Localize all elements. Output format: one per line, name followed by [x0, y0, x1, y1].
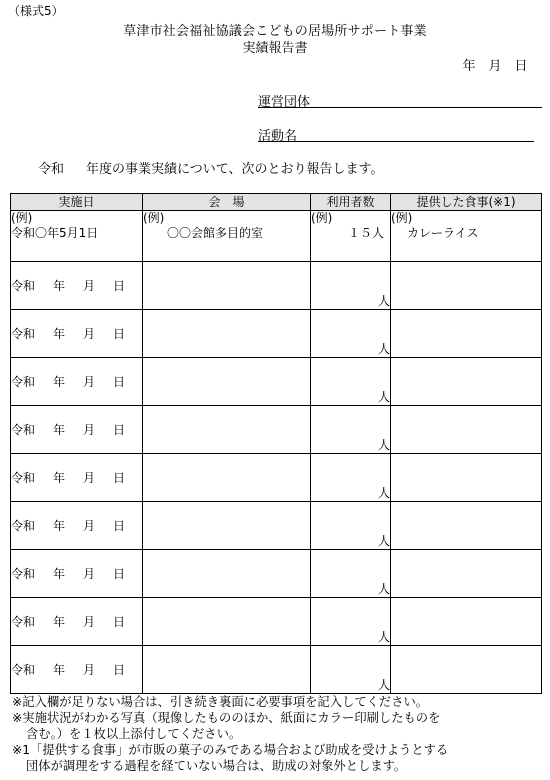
- row-era: 令和: [11, 279, 36, 293]
- header-meal: 提供した食事(※1): [391, 194, 542, 211]
- row-year: 年: [53, 327, 66, 341]
- row-date-cell[interactable]: [11, 406, 143, 454]
- row-era: 令和: [11, 375, 36, 389]
- row-venue-cell[interactable]: [143, 502, 311, 550]
- table-row: [11, 646, 542, 694]
- intro-text: 年度の事業実績について、次のとおり報告します。: [86, 162, 384, 177]
- note-3: ※1「提供する食事」が市販の菓子のみである場合および助成を受けようとする: [12, 743, 449, 757]
- row-meal-cell[interactable]: [391, 502, 542, 550]
- row-users-cell[interactable]: [311, 598, 391, 646]
- row-users-unit: 人: [377, 534, 390, 548]
- header-date: 実施日: [11, 194, 143, 211]
- row-users-unit: 人: [377, 294, 390, 308]
- row-meal-cell[interactable]: [391, 550, 542, 598]
- row-day: 日: [113, 279, 126, 293]
- table-row: [11, 454, 542, 502]
- row-month: 月: [83, 567, 96, 581]
- row-users-cell[interactable]: [311, 358, 391, 406]
- note-2: ※実施状況がわかる写真（現像したもののほか、紙面にカラー印刷したものを: [12, 711, 441, 725]
- row-users-cell[interactable]: [311, 310, 391, 358]
- row-date-cell[interactable]: [11, 454, 143, 502]
- example-meal-cell: [391, 211, 542, 262]
- example-meal: カレーライス: [407, 226, 479, 240]
- table-row: [11, 310, 542, 358]
- row-date-cell[interactable]: [11, 358, 143, 406]
- example-venue-cell: [143, 211, 311, 262]
- example-tag: (例): [11, 211, 33, 225]
- row-date-cell[interactable]: [11, 502, 143, 550]
- row-day: 日: [113, 327, 126, 341]
- row-month: 月: [83, 471, 96, 485]
- row-date-cell[interactable]: [11, 550, 143, 598]
- row-meal-cell[interactable]: [391, 310, 542, 358]
- row-year: 年: [53, 471, 66, 485]
- row-day: 日: [113, 375, 126, 389]
- row-era: 令和: [11, 519, 36, 533]
- row-month: 月: [83, 519, 96, 533]
- row-month: 月: [83, 279, 96, 293]
- row-users-unit: 人: [377, 678, 390, 692]
- row-users-cell[interactable]: [311, 406, 391, 454]
- row-era: 令和: [11, 471, 36, 485]
- row-meal-cell[interactable]: [391, 358, 542, 406]
- example-row: [11, 211, 542, 262]
- row-meal-cell[interactable]: [391, 646, 542, 694]
- report-date: [456, 55, 534, 74]
- row-year: 年: [53, 279, 66, 293]
- row-users-cell[interactable]: [311, 454, 391, 502]
- row-year: 年: [53, 567, 66, 581]
- row-era: 令和: [11, 327, 36, 341]
- row-date-cell[interactable]: [11, 262, 143, 310]
- row-meal-cell[interactable]: [391, 454, 542, 502]
- row-meal-cell[interactable]: [391, 406, 542, 454]
- activity-name-field[interactable]: [258, 125, 534, 142]
- row-year: 年: [53, 423, 66, 437]
- example-users-cell: [311, 211, 391, 262]
- row-venue-cell[interactable]: [143, 310, 311, 358]
- report-table: [10, 193, 542, 694]
- row-year: 年: [53, 615, 66, 629]
- row-day: 日: [113, 423, 126, 437]
- row-users-unit: 人: [377, 390, 390, 404]
- row-day: 日: [113, 615, 126, 629]
- table-row: [11, 358, 542, 406]
- table-row: [11, 262, 542, 310]
- row-era: 令和: [11, 615, 36, 629]
- intro-statement: [38, 158, 383, 177]
- organization-label: 運営団体: [258, 95, 311, 110]
- intro-era: 令和: [38, 162, 65, 177]
- row-users-unit: 人: [377, 342, 390, 356]
- row-users-unit: 人: [377, 486, 390, 500]
- row-venue-cell[interactable]: [143, 358, 311, 406]
- row-users-cell[interactable]: [311, 262, 391, 310]
- row-era: 令和: [11, 663, 36, 677]
- row-users-unit: 人: [377, 630, 390, 644]
- row-day: 日: [113, 567, 126, 581]
- row-date-cell[interactable]: [11, 310, 143, 358]
- example-users: １５人: [347, 226, 384, 240]
- row-date-cell[interactable]: [11, 646, 143, 694]
- row-meal-cell[interactable]: [391, 598, 542, 646]
- row-users-cell[interactable]: [311, 502, 391, 550]
- notes-section: [12, 694, 544, 774]
- row-month: 月: [83, 423, 96, 437]
- row-venue-cell[interactable]: [143, 406, 311, 454]
- row-year: 年: [53, 663, 66, 677]
- example-date-cell: [11, 211, 143, 262]
- row-year: 年: [53, 375, 66, 389]
- document-subtitle: 実績報告書: [242, 41, 308, 56]
- note-2-continued: 含む。）を１枚以上添付してください。: [26, 727, 242, 741]
- note-1: ※記入欄が足りない場合は、引き続き裏面に必要事項を記入してください。: [12, 695, 429, 709]
- row-venue-cell[interactable]: [143, 598, 311, 646]
- row-venue-cell[interactable]: [143, 550, 311, 598]
- date-month-label: 月: [488, 59, 502, 74]
- table-row: [11, 406, 542, 454]
- row-month: 月: [83, 375, 96, 389]
- row-date-cell[interactable]: [11, 598, 143, 646]
- date-year-label: 年: [462, 59, 476, 74]
- header-users: 利用者数: [311, 194, 391, 211]
- table-row: [11, 598, 542, 646]
- row-users-unit: 人: [377, 438, 390, 452]
- example-tag: (例): [391, 211, 413, 225]
- form-number-label: （様式5）: [8, 4, 64, 18]
- row-month: 月: [83, 663, 96, 677]
- example-venue: 〇〇会館多目的室: [167, 226, 264, 240]
- row-month: 月: [83, 615, 96, 629]
- row-venue-cell[interactable]: [143, 262, 311, 310]
- row-users-cell[interactable]: [311, 646, 391, 694]
- row-venue-cell[interactable]: [143, 454, 311, 502]
- row-era: 令和: [11, 567, 36, 581]
- table-row: [11, 502, 542, 550]
- row-users-unit: 人: [377, 582, 390, 596]
- organization-field[interactable]: [258, 91, 542, 108]
- row-venue-cell[interactable]: [143, 646, 311, 694]
- note-3-continued: 団体が調理をする過程を経ていない場合は、助成の対象外とします。: [26, 759, 407, 773]
- document-title: 草津市社会福祉協議会こどもの居場所サポート事業: [123, 24, 427, 39]
- row-day: 日: [113, 471, 126, 485]
- activity-name-label: 活動名: [258, 129, 298, 144]
- row-meal-cell[interactable]: [391, 262, 542, 310]
- example-date: 令和〇年5月1日: [11, 226, 99, 240]
- row-year: 年: [53, 519, 66, 533]
- row-users-cell[interactable]: [311, 550, 391, 598]
- row-era: 令和: [11, 423, 36, 437]
- table-row: [11, 550, 542, 598]
- example-tag: (例): [143, 211, 165, 225]
- header-venue: 会 場: [143, 194, 311, 211]
- row-month: 月: [83, 327, 96, 341]
- row-day: 日: [113, 663, 126, 677]
- row-day: 日: [113, 519, 126, 533]
- example-tag: (例): [311, 211, 333, 225]
- date-day-label: 日: [514, 59, 528, 74]
